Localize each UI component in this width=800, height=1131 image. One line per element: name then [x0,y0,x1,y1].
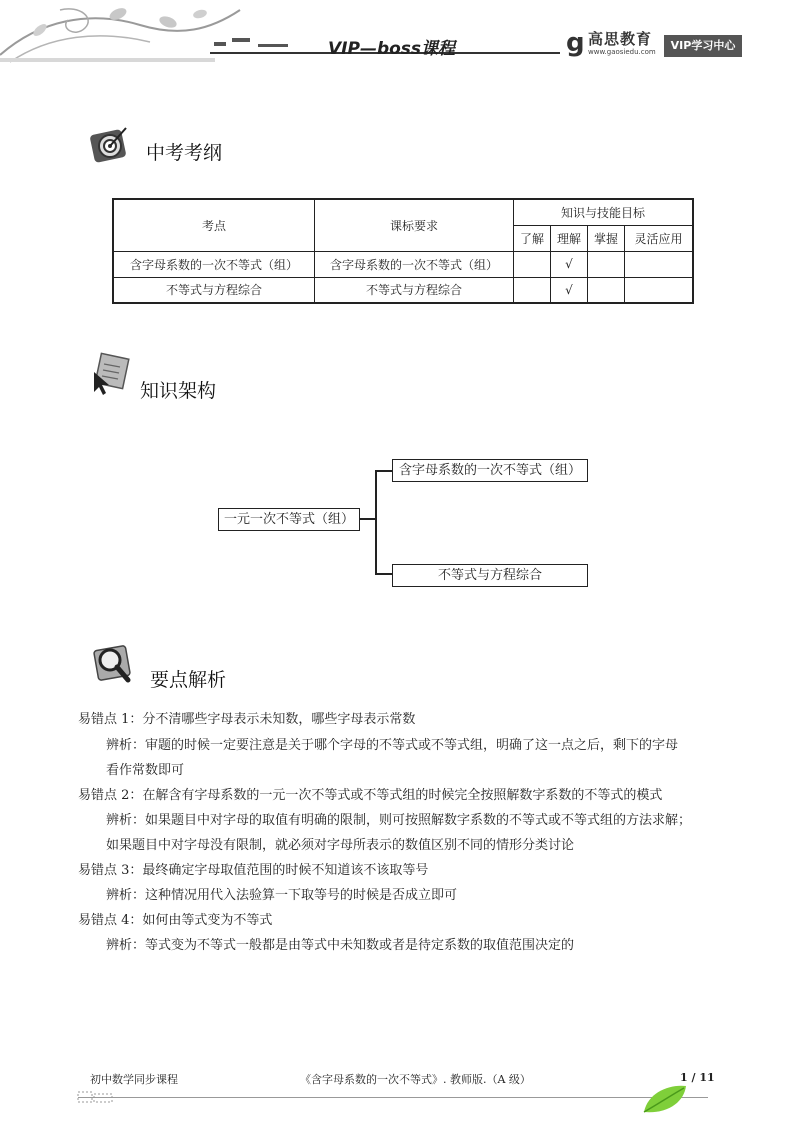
error-point-title: 易错点 4：如何由等式变为不等式 [78,913,273,928]
section-title-syllabus: 中考考纲 [146,142,223,164]
error-point-title: 易错点 2：在解含有字母系数的一元一次不等式或不等式组的时候完全按照解数字系数的不等式的模式 [78,788,663,803]
header-dash [232,38,250,42]
table-cell-mark [514,251,551,277]
table-cell-point: 不等式与方程综合 [113,277,315,303]
footer-course: 初中数学同步课程 [90,1073,178,1086]
error-point-analysis: 辨析：如果题目中对字母的取值有明确的限制，则可按照解数字系数的不等式或不等式组的方法求解； [106,813,692,828]
error-point-analysis: 辨析：这种情况用代入法验算一下取等号的时候是否成立即可 [106,888,458,903]
table-cell-mark [588,277,625,303]
header-point: 考点 [113,199,315,251]
level-comprehend: 理解 [551,225,588,251]
course-title: VIP—boss课程 [328,39,456,59]
table-cell-mark: √ [551,277,588,303]
header-dash [214,42,226,46]
table-cell-requirement: 不等式与方程综合 [315,277,514,303]
tree-connector [375,470,377,574]
header-goals: 知识与技能目标 [514,199,694,225]
table-cell-mark [588,251,625,277]
error-point-title: 易错点 3：最终确定字母取值范围的时候不知道该不该取等号 [78,863,429,878]
error-point-analysis: 辨析：等式变为不等式一般都是由等式中未知数或者是待定系数的取值范围决定的 [106,938,575,953]
table-cell-mark: √ [551,251,588,277]
magnifier-icon [90,640,134,684]
tree-child-node: 含字母系数的一次不等式（组） [392,459,588,482]
leaf-icon [640,1082,690,1116]
table-cell-point: 含字母系数的一次不等式（组） [113,251,315,277]
footer-rule [78,1097,708,1098]
error-point-analysis: 辨析：审题的时候一定要注意是关于哪个字母的不等式或不等式组，明确了这一点之后，剩下的字母 [106,738,679,753]
tree-connector [375,573,392,575]
table-cell-mark [625,277,694,303]
error-point-title: 易错点 1：分不清哪些字母表示未知数，哪些字母表示常数 [78,712,416,727]
header-swirl-ornament [0,0,260,70]
footer-dots-ornament [76,1090,116,1106]
tree-root-node: 一元一次不等式（组） [218,508,360,531]
section-title-keypoints: 要点解析 [150,669,227,691]
table-cell-mark [514,277,551,303]
error-point-analysis: 看作常数即可 [106,763,185,778]
level-master: 掌握 [588,225,625,251]
table-cell-requirement: 含字母系数的一次不等式（组） [315,251,514,277]
footer-doc-title: 《含字母系数的一次不等式》. 教师版.（A 级） [300,1073,531,1086]
logo-badge: VIP学习中心 [664,35,742,57]
table-cell-mark [625,251,694,277]
logo-name: 高思教育 [588,30,653,48]
header-requirement: 课标要求 [315,199,514,251]
syllabus-table [112,198,694,304]
logo-mark: g [566,28,585,58]
tree-connector [359,518,375,520]
error-point-analysis: 如果题目中对字母没有限制，就必须对字母所表示的数值区别不同的情形分类讨论 [106,838,575,853]
section-title-framework: 知识架构 [140,380,217,402]
scroll-pointer-icon [88,352,132,396]
level-apply: 灵活应用 [625,225,694,251]
tree-child-node: 不等式与方程综合 [392,564,588,587]
tree-connector [375,470,392,472]
level-understand: 了解 [514,225,551,251]
logo-url: www.gaosiedu.com [588,48,656,56]
target-icon [88,122,132,166]
page-number: 1 / 11 [680,1071,715,1084]
header-dash [258,44,288,47]
